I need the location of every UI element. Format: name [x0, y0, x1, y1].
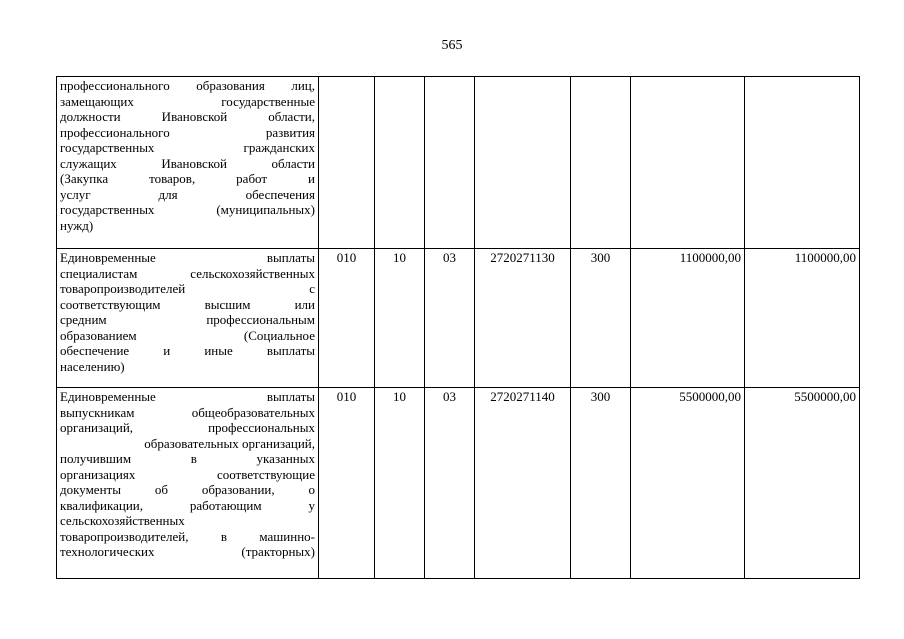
amount-2 — [745, 77, 860, 249]
target-article-code: 2720271140 — [475, 388, 571, 579]
amount-2: 5500000,00 — [745, 388, 860, 579]
subsection-code: 03 — [425, 249, 475, 388]
expense-type-code: 300 — [571, 388, 631, 579]
ministry-code — [319, 77, 375, 249]
amount-1: 1100000,00 — [631, 249, 745, 388]
ministry-code: 010 — [319, 388, 375, 579]
amount-2: 1100000,00 — [745, 249, 860, 388]
target-article-code — [475, 77, 571, 249]
expense-description: Единовременные выплаты выпускникам общеобразовательных организаций, профессиональных образовательных организаций, получившим в указанных организациях соответствующие документы об образовании, о квалификации, работающим у сельскохозяйственных товаропроизводителей, в машинно- технологических (тракторных) — [57, 388, 319, 579]
section-code: 10 — [375, 249, 425, 388]
ministry-code: 010 — [319, 249, 375, 388]
amount-1 — [631, 77, 745, 249]
expense-description: профессионального образования лиц, замещающих государственные должности Ивановской области, профессионального развития государственных гражданских служащих Ивановской области (Закупка товаров, работ и услуг для обеспечения государственных (муниципальных) нужд) — [57, 77, 319, 249]
subsection-code — [425, 77, 475, 249]
section-code — [375, 77, 425, 249]
amount-1: 5500000,00 — [631, 388, 745, 579]
table-row — [57, 388, 860, 579]
table-row — [57, 249, 860, 388]
expense-type-code: 300 — [571, 249, 631, 388]
budget-table — [56, 76, 860, 579]
section-code: 10 — [375, 388, 425, 579]
table-row — [57, 77, 860, 249]
target-article-code: 2720271130 — [475, 249, 571, 388]
page-number: 565 — [441, 38, 463, 53]
expense-description: Единовременные выплаты специалистам сельскохозяйственных товаропроизводителей с соответствующим высшим или средним профессиональным образованием (Социальное обеспечение и иные выплаты населению) — [57, 249, 319, 388]
expense-type-code — [571, 77, 631, 249]
subsection-code: 03 — [425, 388, 475, 579]
